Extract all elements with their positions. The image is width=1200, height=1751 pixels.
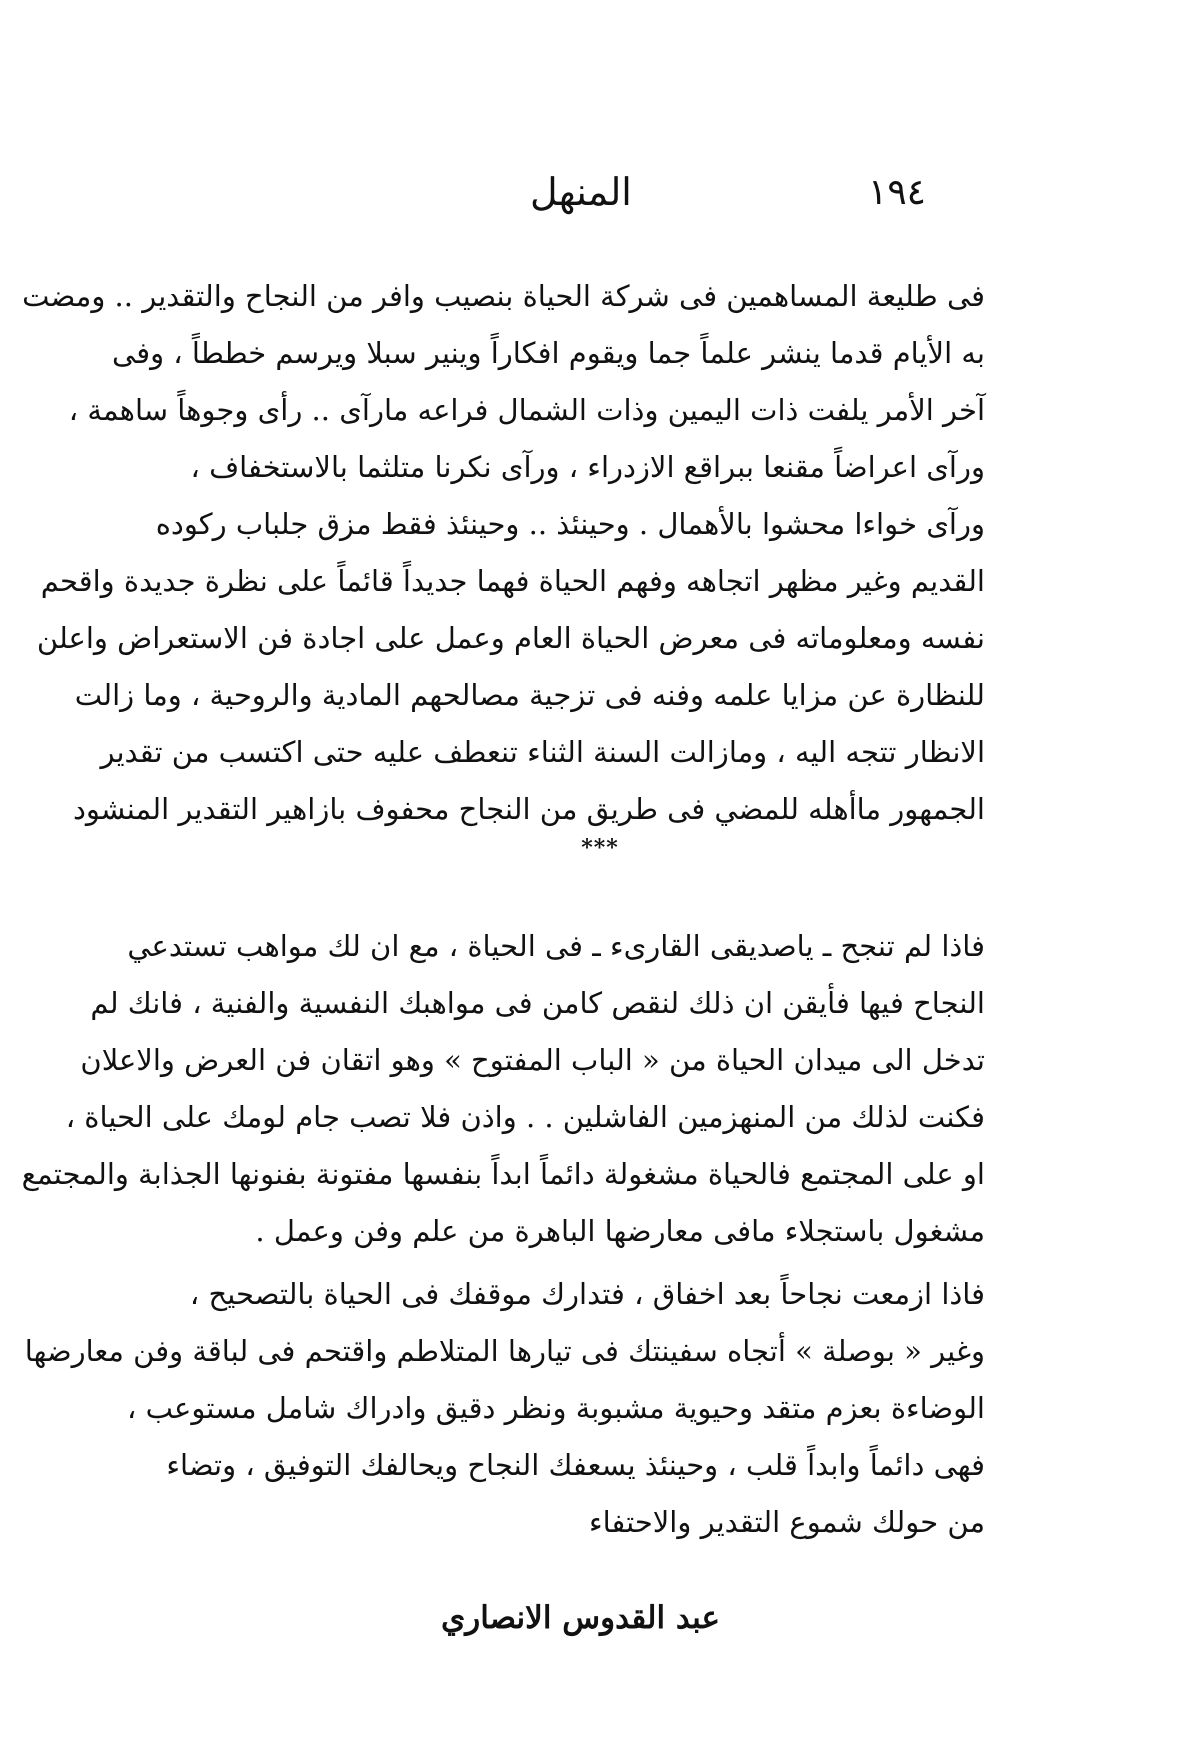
text-line: فى طليعة المساهمين فى شركة الحياة بنصيب وافر من النجاح والتقدير .. ومضت bbox=[22, 279, 985, 313]
text-line: الجمهور ماأهله للمضي فى طريق من النجاح محفوف بازاهير التقدير المنشود bbox=[73, 792, 985, 826]
text-line: للنظارة عن مزايا علمه وفنه فى تزجية مصالحهم المادية والروحية ، وما زالت bbox=[74, 678, 985, 712]
text-line: نفسه ومعلوماته فى معرض الحياة العام وعمل على اجادة فن الاستعراض واعلن bbox=[36, 621, 985, 655]
text-line: الانظار تتجه اليه ، ومازالت السنة الثناء تنعطف عليه حتى اكتسب من تقدير bbox=[100, 735, 985, 769]
text-line: فاذا ازمعت نجاحاً بعد اخفاق ، فتدارك موقفك فى الحياة بالتصحيح ، bbox=[189, 1277, 985, 1311]
text-line: مشغول باستجلاء مافى معارضها الباهرة من علم وفن وعمل . bbox=[255, 1214, 985, 1248]
text-line: فكنت لذلك من المنهزمين الفاشلين . . واذن فلا تصب جام لومك على الحياة ، bbox=[65, 1100, 985, 1134]
text-line: الوضاءة بعزم متقد وحيوية مشبوبة ونظر دقيق وادراك شامل مستوعب ، bbox=[126, 1391, 985, 1425]
text-line: فهى دائماً وابداً قلب ، وحينئذ يسعفك النجاح ويحالفك التوفيق ، وتضاء bbox=[166, 1448, 985, 1482]
text-line: آخر الأمر يلفت ذات اليمين وذات الشمال فراعه مارآى .. رأى وجوهاً ساهمة ، bbox=[68, 393, 985, 427]
text-line: فاذا لم تنجح ـ ياصديقى القارىء ـ فى الحياة ، مع ان لك مواهب تستدعي bbox=[127, 929, 985, 963]
text-line: القديم وغير مظهر اتجاهه وفهم الحياة فهما جديداً قائماً على نظرة جديدة واقحم bbox=[40, 564, 985, 598]
text-line: ورآى اعراضاً مقنعا ببراقع الازدراء ، ورآى نكرنا متلثما بالاستخفاف ، bbox=[190, 450, 985, 484]
text-line: النجاح فيها فأيقن ان ذلك لنقص كامن فى مواهبك النفسية والفنية ، فانك لم bbox=[90, 986, 985, 1020]
text-line: به الأيام قدما ينشر علماً جما ويقوم افكاراً وينير سبلا ويرسم خططاً ، وفى bbox=[112, 336, 985, 370]
text-line: تدخل الى ميدان الحياة من « الباب المفتوح » وهو اتقان فن العرض والاعلان bbox=[80, 1043, 985, 1077]
page-number: ١٩٤ bbox=[868, 172, 927, 213]
author-signature: عبد القدوس الانصاري bbox=[440, 1600, 720, 1636]
text-line: او على المجتمع فالحياة مشغولة دائماً ابداً بنفسها مفتونة بفنونها الجذابة والمجتمع bbox=[21, 1157, 985, 1191]
paragraph-1 bbox=[22, 268, 985, 838]
paragraph-3 bbox=[24, 1266, 985, 1551]
paragraph-2 bbox=[21, 918, 985, 1260]
text-line: وغير « بوصلة » أتجاه سفينتك فى تيارها المتلاطم واقتحم فى لباقة وفن معارضها bbox=[24, 1334, 985, 1368]
text-line: ورآى خواءا محشوا بالأهمال . وحينئذ .. وحينئذ فقط مزق جلباب ركوده bbox=[155, 507, 985, 541]
page-header bbox=[0, 168, 1200, 218]
journal-title: المنهل bbox=[530, 170, 632, 214]
section-separator: *** bbox=[581, 835, 619, 861]
text-line: من حولك شموع التقدير والاحتفاء bbox=[588, 1505, 985, 1539]
